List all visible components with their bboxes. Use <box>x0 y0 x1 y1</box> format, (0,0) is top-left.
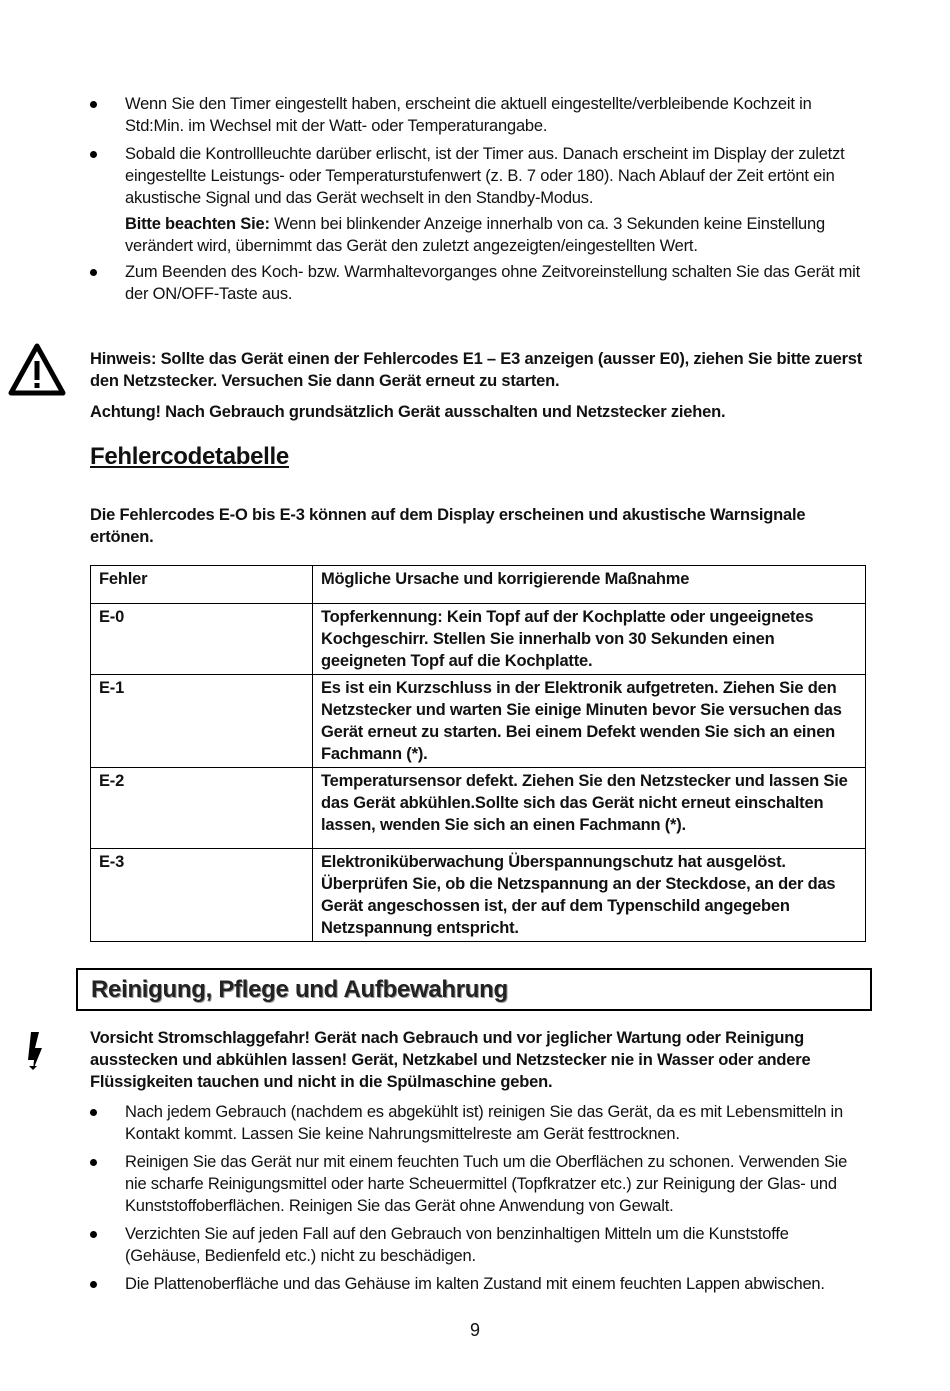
error-description: Topferkennung: Kein Topf auf der Kochplatte oder ungeeignetes Kochgeschirr. Stellen Sie innerhalb von 30 Sekunden einen geeigneten Topf auf die Kochplatte. <box>313 604 866 675</box>
error-code: E-3 <box>91 849 313 942</box>
header-ursache: Mögliche Ursache und korrigierende Maßnahme <box>313 566 866 604</box>
bullet-icon <box>90 1281 97 1288</box>
list-item: Die Plattenoberfläche und das Gehäuse im kalten Zustand mit einem feuchten Lappen abwischen. <box>90 1273 865 1295</box>
header-fehler: Fehler <box>91 566 313 604</box>
error-code: E-0 <box>91 604 313 675</box>
error-description: Es ist ein Kurzschluss in der Elektronik aufgetreten. Ziehen Sie den Netzstecker und warten Sie einige Minuten bevor Sie versuchen das Gerät erneut zu starten. Bei einem Defekt wenden Sie sich an einen Fachmann (*). <box>313 675 866 768</box>
bullet-icon <box>90 269 97 276</box>
list-item: Reinigen Sie das Gerät nur mit einem feuchten Tuch um die Oberflächen zu schonen. Verwenden Sie nie scharfe Reinigungsmittel oder harte Scheuermittel (Topfkratzer etc.) zur Reinigung der Glas- und Kunststoffoberflächen. Reinigen Sie das Gerät ohne Anwendung von Gewalt. <box>90 1151 865 1217</box>
stromschlag-warning: Vorsicht Stromschlaggefahr! Gerät nach Gebrauch und vor jeglicher Wartung oder Reinigung ausstecken und abkühlen lassen! Gerät, Netzkabel und Netzstecker nie in Wasser oder andere Flüssigkeiten tauchen und nicht in die Spülmaschine geben. <box>90 1029 811 1091</box>
reinigung-heading-box <box>76 968 872 1011</box>
list-item: Wenn Sie den Timer eingestellt haben, erscheint die aktuell eingestellte/verbleibende Kochzeit in Std:Min. im Wechsel mit der Watt- oder Temperaturangabe. <box>90 93 865 137</box>
reinigung-bullet-list <box>90 1101 865 1301</box>
note-text: Wenn bei blinkender Anzeige innerhalb von ca. 3 Sekunden keine Einstellung verändert wird, übernimmt das Gerät den zuletzt angezeigten/eingestellten Wert. <box>125 215 825 255</box>
list-item: Verzichten Sie auf jeden Fall auf den Gebrauch von benzinhaltigen Mitteln um die Kunststoffe (Gehäuse, Bedienfeld etc.) nicht zu beschädigen. <box>90 1223 865 1267</box>
list-item: Nach jedem Gebrauch (nachdem es abgekühlt ist) reinigen Sie das Gerät, da es mit Lebensmitteln in Kontakt kommt. Lassen Sie keine Nahrungsmittelreste am Gerät festtrocknen. <box>90 1101 865 1145</box>
list-item: Sobald die Kontrollleuchte darüber erlischt, ist der Timer aus. Danach erscheint im Display der zuletzt eingestellte Leistungs- oder Temperaturstufenwert (z. B. 7 oder 180). Nach Ablauf der Zeit ertönt ein akustische Signal und das Gerät wechselt in den Standby-Modus. <box>90 143 865 209</box>
bullet-icon <box>90 151 97 158</box>
lightning-bolt-icon <box>20 1030 48 1076</box>
hinweis-text: Hinweis: Sollte das Gerät einen der Fehlercodes E1 – E3 anzeigen (ausser E0), ziehen Sie bitte zuerst den Netzstecker. Versuchen Sie dann Gerät erneut zu starten. <box>90 350 863 390</box>
fehlercode-heading: Fehlercodetabelle <box>90 443 289 470</box>
table-header-row <box>91 566 866 604</box>
bullet-icon <box>90 101 97 108</box>
error-code: E-2 <box>91 768 313 849</box>
error-description: Temperatursensor defekt. Ziehen Sie den Netzstecker und lassen Sie das Gerät abkühlen.Sollte sich das Gerät nicht erneut einschalten lassen, wenden Sie sich an einen Fachmann (*). <box>313 768 866 849</box>
error-code: E-1 <box>91 675 313 768</box>
fehlercode-intro: Die Fehlercodes E-O bis E-3 können auf dem Display erscheinen und akustische Warnsignale ertönen. <box>90 506 806 546</box>
end-bullet-list <box>90 261 865 311</box>
table-row <box>91 604 866 675</box>
warning-triangle-icon <box>8 343 66 397</box>
reinigung-heading: Reinigung, Pflege und Aufbewahrung <box>91 976 508 1003</box>
note-paragraph <box>125 213 865 257</box>
timer-bullet-list <box>90 93 865 213</box>
error-code-table <box>90 565 866 942</box>
note-label: Bitte beachten Sie: <box>125 215 270 233</box>
table-row <box>91 675 866 768</box>
table-row <box>91 768 866 849</box>
bullet-icon <box>90 1159 97 1166</box>
bullet-icon <box>90 1231 97 1238</box>
bullet-icon <box>90 1109 97 1116</box>
table-row <box>91 849 866 942</box>
error-description: Elektroniküberwachung Überspannungschutz hat ausgelöst. Überprüfen Sie, ob die Netzspannung an der Steckdose, an der das Gerät angeschossen ist, der auf dem Typenschild angegeben Netzspannung entspricht. <box>313 849 866 942</box>
list-item: Zum Beenden des Koch- bzw. Warmhaltevorganges ohne Zeitvoreinstellung schalten Sie das Gerät mit der ON/OFF-Taste aus. <box>90 261 865 305</box>
page-number: 9 <box>469 1320 480 1340</box>
achtung-text: Achtung! Nach Gebrauch grundsätzlich Gerät ausschalten und Netzstecker ziehen. <box>90 403 726 421</box>
